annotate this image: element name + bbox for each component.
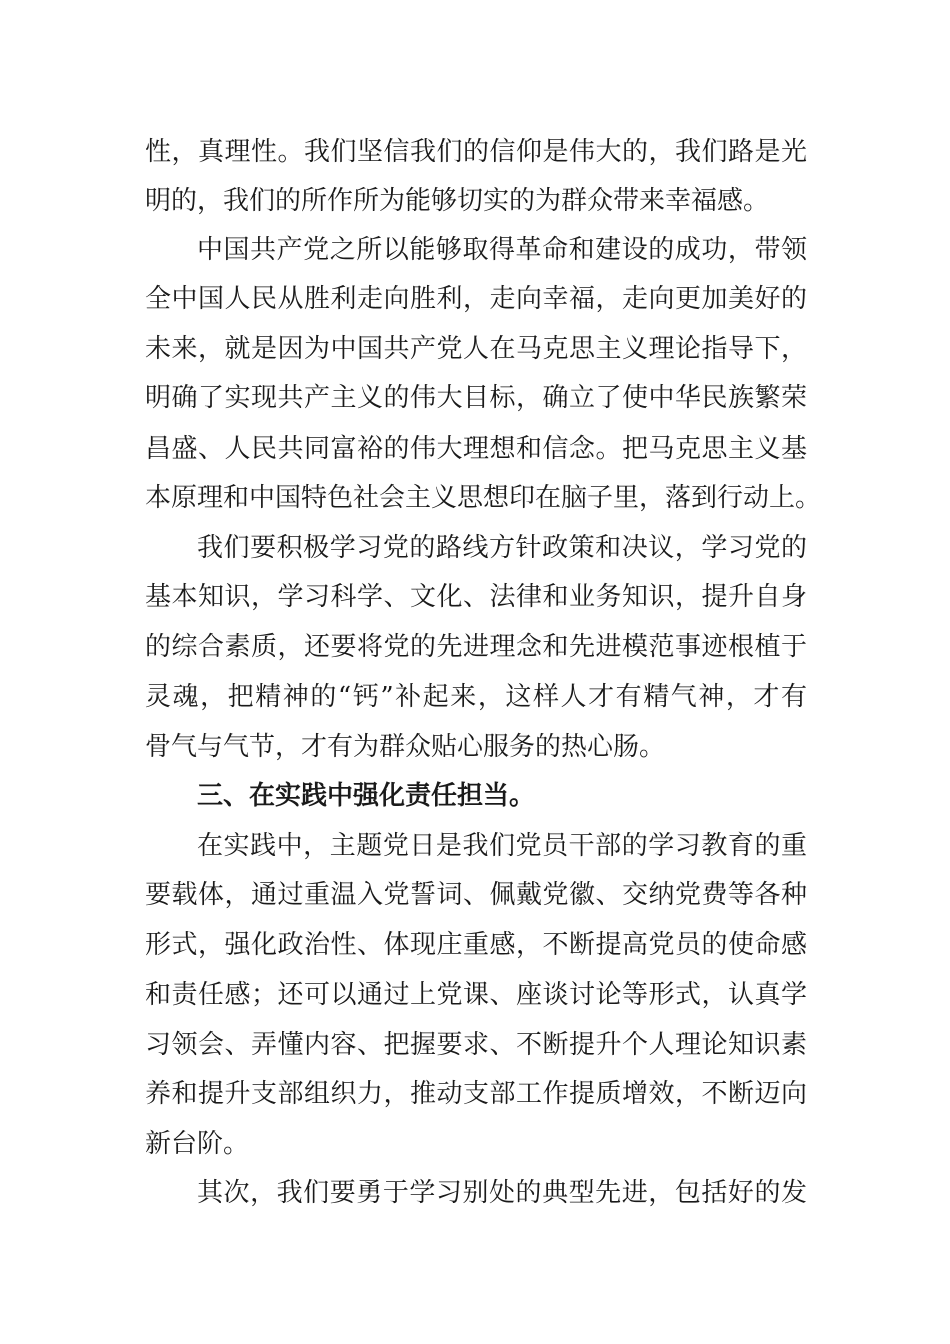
text-line: 灵魂，把精神的“钙”补起来，这样人才有精气神，才有 xyxy=(145,682,807,712)
text-line: 的综合素质，还要将党的先进理念和先进模范事迹根植于 xyxy=(145,632,807,662)
text-line: 本原理和中国特色社会主义思想印在脑子里，落到行动上。 xyxy=(145,483,822,513)
paragraph-first-line: 我们要积极学习党的路线方针政策和决议，学习党的 xyxy=(197,533,807,563)
text-line: 骨气与气节，才有为群众贴心服务的热心肠。 xyxy=(145,732,666,762)
text-line: 形式，强化政治性、体现庄重感，不断提高党员的使命感 xyxy=(145,930,807,960)
text-line: 明的，我们的所作所为能够切实的为群众带来幸福感。 xyxy=(145,186,770,216)
text-line: 要载体，通过重温入党誓词、佩戴党徽、交纳党费等各种 xyxy=(145,880,807,910)
text-line: 未来，就是因为中国共产党人在马克思主义理论指导下， xyxy=(145,334,807,364)
text-line: 基本知识，学习科学、文化、法律和业务知识，提升自身 xyxy=(145,582,807,612)
paragraph-first-line: 在实践中，主题党日是我们党员干部的学习教育的重 xyxy=(197,831,807,861)
text-line: 性，真理性。我们坚信我们的信仰是伟大的，我们路是光 xyxy=(145,137,807,167)
text-line: 和责任感；还可以通过上党课、座谈讨论等形式，认真学 xyxy=(145,980,807,1010)
paragraph-first-line: 中国共产党之所以能够取得革命和建设的成功，带领 xyxy=(197,235,807,265)
text-line: 养和提升支部组织力，推动支部工作提质增效，不断迈向 xyxy=(145,1079,807,1109)
text-line: 昌盛、人民共同富裕的伟大理想和信念。把马克思主义基 xyxy=(145,434,807,464)
section-heading: 三、在实践中强化责任担当。 xyxy=(197,781,536,811)
text-line: 明确了实现共产主义的伟大目标，确立了使中华民族繁荣 xyxy=(145,383,807,413)
paragraph-first-line: 其次，我们要勇于学习别处的典型先进，包括好的发 xyxy=(197,1178,807,1208)
text-line: 习领会、弄懂内容、把握要求、不断提升个人理论知识素 xyxy=(145,1030,807,1060)
text-line: 新台阶。 xyxy=(145,1129,250,1159)
text-line: 全中国人民从胜利走向胜利，走向幸福，走向更加美好的 xyxy=(145,284,807,314)
